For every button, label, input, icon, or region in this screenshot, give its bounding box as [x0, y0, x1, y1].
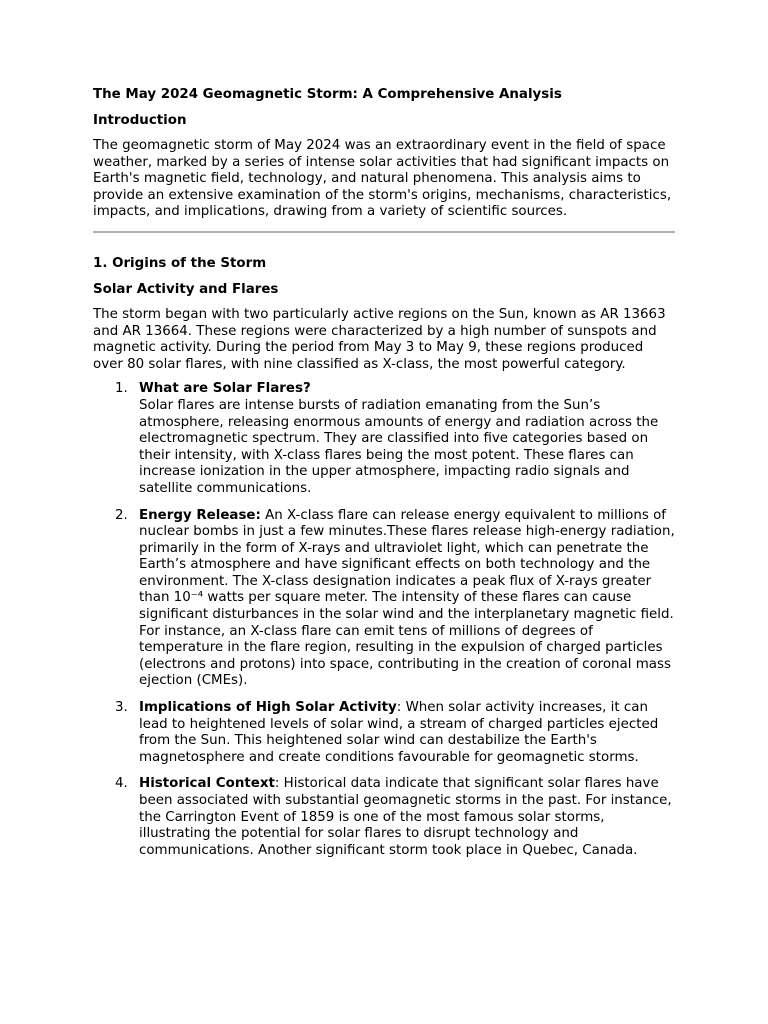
list-item-number: 1. [115, 381, 128, 397]
list-item-heading: Implications of High Solar Activity [139, 700, 397, 716]
list-item [93, 381, 675, 497]
document-page [93, 86, 675, 869]
numbered-list [93, 381, 675, 859]
section-paragraph: The storm began with two particularly active regions on the Sun, known as AR 13663 and AR 13664. These regions were characterized by a high number of sunspots and magnetic activity. During the period from May 3 to May 9, these regions produced over 80 solar flares, with nine classified as X-class, the most powerful category. [93, 306, 666, 372]
list-item-body: When solar activity increases, it can lead to heightened levels of solar wind, a stream of charged particles ejected from the Sun. This heightened solar wind can destabilize the Earth's magnetosphere and create conditions favourable for geomagnetic storms. [139, 700, 659, 765]
list-item-number: 3. [115, 700, 128, 716]
list-item-number: 2. [115, 507, 128, 523]
list-item-heading: Energy Release: [139, 507, 261, 523]
list-item-heading: Historical Context [139, 776, 275, 792]
list-item [93, 776, 675, 859]
section-heading: 1. Origins of the Storm [93, 255, 267, 271]
list-item [93, 508, 675, 691]
list-item-separator: : [274, 776, 284, 792]
horizontal-divider [93, 231, 675, 233]
list-item-separator: : [396, 700, 406, 716]
list-item-number: 4. [115, 776, 128, 792]
document-title: The May 2024 Geomagnetic Storm: A Comprehensive Analysis [93, 87, 562, 102]
list-item-body: Solar flares are intense bursts of radiation emanating from the Sun’s atmosphere, releasing enormous amounts of energy and radiation across the electromagnetic spectrum. They are classified into five categories based on their intensity, with X-class flares being the most potent. These flares can increase ionization in the upper atmosphere, impacting radio signals and satellite communications. [139, 397, 659, 496]
list-item-body: Historical data indicate that significant solar flares have been associated with substantial geomagnetic storms in the past. For instance, the Carrington Event of 1859 is one of the most famous solar storms, illustrating the potential for solar flares to disrupt technology and communications. Another significant storm took place in Quebec, Canada. [139, 776, 672, 858]
intro-heading: Introduction [93, 113, 187, 128]
section-subheading: Solar Activity and Flares [93, 281, 279, 297]
intro-paragraph: The geomagnetic storm of May 2024 was an extraordinary event in the field of space weather, marked by a series of intense solar activities that had significant impacts on Earth's magnetic field, technology, and natural phenomena. This analysis aims to provide an extensive examination of the storm's origins, mechanisms, characteristics, impacts, and implications, drawing from a variety of scientific sources. [93, 138, 672, 220]
list-item [93, 700, 675, 766]
list-item-heading: What are Solar Flares? [139, 381, 311, 397]
list-item-body: An X-class flare can release energy equivalent to millions of nuclear bombs in just a few minutes.These flares release high-energy radiation, primarily in the form of X-rays and ultraviolet light, which can penetrate the Earth’s atmosphere and have significant effects on both technology and the environment. The X-class designation indicates a peak flux of X-rays greater than 10⁻⁴ watts per square meter. The intensity of these flares can cause significant disturbances in the solar wind and the interplanetary magnetic field. For instance, an X-class flare can emit tens of millions of degrees of temperature in the flare region, resulting in the expulsion of charged particles (electrons and protons) into space, contributing in the creation of coronal mass ejection (CMEs). [139, 507, 675, 689]
